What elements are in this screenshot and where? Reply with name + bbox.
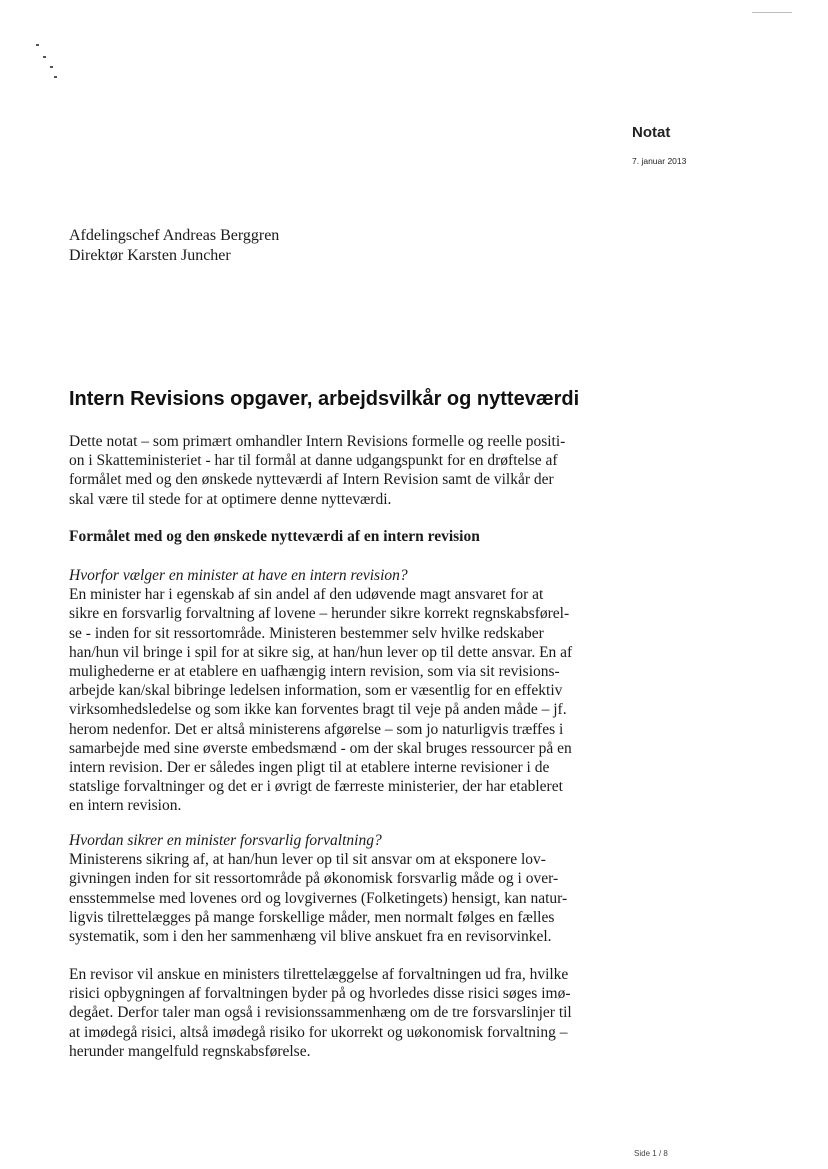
text-line: statslige forvaltninger og det er i øvrigt de færreste ministerier, der har etableret: [69, 778, 563, 796]
text-line: risici opbygningen af forvaltningen byder på og hvorledes disse risici søges imø-: [69, 985, 571, 1003]
text-line: Ministerens sikring af, at han/hun lever op til sit ansvar om at eksponere lov-: [69, 851, 546, 869]
text-line: mulighederne er at etablere en uafhængig intern revision, som via sit revisions-: [69, 663, 560, 681]
recipient-line: Afdelingschef Andreas Berggren: [69, 227, 280, 244]
text-line: En minister har i egenskab af sin andel af den udøvende magt ansvaret for at: [69, 586, 544, 604]
text-line: systematik, som i den her sammenhæng vil blive anskuet fra en revisorvinkel.: [69, 928, 552, 946]
text-line: En revisor vil anskue en ministers tilrettelæggelse af forvaltningen ud fra, hvilke: [69, 966, 569, 983]
subsection-heading: Hvorfor vælger en minister at have en intern revision?: [69, 567, 408, 584]
text-line: herunder mangelfuld regnskabsførelse.: [69, 1042, 311, 1060]
page-separator: /: [658, 1149, 662, 1158]
text-line: en intern revision.: [69, 797, 182, 815]
text-line: givningen inden for sit ressortområde på økonomisk forsvarlig måde og i over-: [69, 870, 559, 888]
text-line: degået. Derfor taler man også i revisionssammenhæng om de tre forsvarslinjer til: [69, 1004, 572, 1022]
text-line: han/hun vil bringe i spil for at sikre sig, at han/hun lever op til dette ansvar. En af: [69, 643, 573, 661]
text-line: skal være til stede for at optimere denne nytteværdi.: [69, 490, 392, 508]
scan-speck: [43, 56, 46, 58]
text-line: on i Skatteministeriet - har til formål at danne udgangspunkt for en drøftelse af: [69, 452, 558, 470]
document-date: 7. januar 2013: [632, 156, 687, 166]
text-line: ensstemmelse med lovenes ord og lovgivernes (Folketingets) hensigt, kan natur-: [69, 889, 568, 907]
subsection-heading: Hvordan sikrer en minister forsvarlig forvaltning?: [69, 832, 382, 849]
text-line: ligvis tilrettelægges på mange forskellige måder, men normalt følges en fælles: [69, 908, 555, 926]
document-title: Intern Revisions opgaver, arbejdsvilkår og nytteværdi: [69, 388, 580, 410]
page-current: 1: [652, 1149, 657, 1158]
risk-paragraph: [69, 965, 629, 1061]
text-line: sikre en forsvarlig forvaltning af lovene – herunder sikre korrekt regnskabsførel-: [69, 605, 570, 623]
subsection-why: [69, 566, 629, 816]
intro-paragraph: [69, 432, 629, 509]
text-line: herom nedenfor. Det er altså ministerens afgørelse – som jo naturligvis træffes i: [69, 720, 564, 738]
subsection-how: [69, 831, 629, 946]
scan-speck: [36, 44, 39, 46]
text-line: Dette notat – som primært omhandler Intern Revisions formelle og reelle positi-: [69, 433, 566, 450]
page-label: Side: [634, 1149, 651, 1158]
text-line: formålet med og den ønskede nytteværdi af Intern Revision samt de vilkår der: [69, 471, 554, 489]
text-line: arbejde kan/skal bibringe ledelsen information, som er væsentlig for en effektiv: [69, 682, 563, 700]
text-line: samarbejde med sine øverste embedsmænd - om der skal bruges ressourcer på en: [69, 739, 572, 757]
text-line: at imødegå risici, altså imødegå risiko for ukorrekt og uøkonomisk forvaltning –: [69, 1023, 568, 1041]
recipient-line: Direktør Karsten Juncher: [69, 247, 231, 264]
text-line: virksomhedsledelse og som ikke kan forventes bragt til veje på anden måde – jf.: [69, 701, 567, 719]
text-line: intern revision. Der er således ingen pligt til at etablere interne revisioner i de: [69, 759, 550, 777]
section-heading: Formålet med og den ønskede nytteværdi af en intern revision: [69, 528, 480, 545]
recipient-block: [69, 226, 279, 266]
text-line: se - inden for sit ressortområde. Ministeren bestemmer selv hvilke redskaber: [69, 624, 544, 642]
scan-edge-line: [752, 12, 792, 13]
scan-speck: [50, 66, 53, 68]
scan-speck: [54, 76, 57, 78]
page-number: [634, 1149, 668, 1158]
page-total: 8: [663, 1149, 668, 1158]
document-type: Notat: [632, 124, 671, 141]
